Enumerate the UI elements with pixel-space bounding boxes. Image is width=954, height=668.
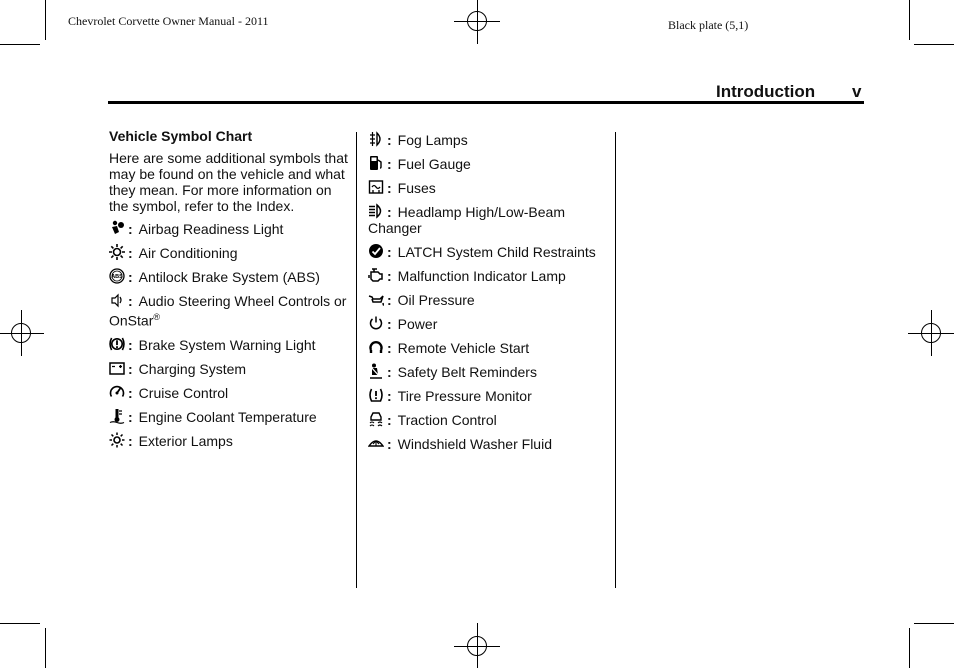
section-title: Introduction <box>716 82 816 101</box>
symbol-entry <box>368 435 608 452</box>
page-number: v <box>852 82 862 101</box>
tire-pressure-icon <box>368 387 384 403</box>
power-icon <box>368 315 384 331</box>
high-beam-icon <box>368 203 384 219</box>
symbol-separator: : <box>387 156 392 172</box>
registered-mark: ® <box>153 312 160 322</box>
symbol-entry <box>109 360 349 377</box>
plate-label: Black plate (5,1) <box>668 18 749 32</box>
symbol-column-1 <box>109 128 349 456</box>
crop-mark <box>45 0 46 40</box>
air-conditioning-icon <box>109 244 125 260</box>
symbol-entry <box>109 384 349 401</box>
symbol-separator: : <box>128 336 133 353</box>
symbol-separator: : <box>128 293 133 309</box>
registration-mark-bottom <box>462 631 492 661</box>
crop-mark <box>914 44 954 45</box>
symbol-separator: : <box>387 268 392 284</box>
symbol-column-2 <box>368 131 608 459</box>
crop-mark <box>914 623 954 624</box>
symbol-entry <box>368 363 608 380</box>
airbag-icon <box>109 220 125 236</box>
symbol-separator: : <box>128 245 133 261</box>
symbol-separator: : <box>387 388 392 404</box>
symbol-entry <box>368 339 608 356</box>
traction-control-icon <box>368 411 384 427</box>
symbol-separator: : <box>387 132 392 148</box>
symbol-label: Fuses <box>397 180 436 196</box>
symbol-entry <box>368 291 608 308</box>
fuse-icon <box>368 179 384 195</box>
symbol-entry <box>109 244 349 261</box>
crop-mark <box>0 623 40 624</box>
symbol-label: Windshield Washer Fluid <box>397 436 552 452</box>
symbol-entry <box>109 220 349 237</box>
symbol-label: Exterior Lamps <box>138 432 233 449</box>
svg-text:ABS: ABS <box>111 274 123 281</box>
symbol-separator: : <box>128 269 133 285</box>
fog-lamps-icon <box>368 131 384 147</box>
symbol-label: Fuel Gauge <box>397 156 471 172</box>
chart-intro: Here are some additional symbols that may be found on the vehicle and what they mean. For more information on the symbol, refer to the Index. <box>109 150 348 214</box>
chart-title: Vehicle Symbol Chart <box>109 128 253 144</box>
battery-icon <box>109 360 125 376</box>
symbol-label: Power <box>397 316 438 332</box>
symbol-label: Headlamp High/Low-Beam Changer <box>368 204 565 236</box>
column-divider <box>356 132 357 588</box>
symbol-entry <box>368 131 608 148</box>
oil-can-icon <box>368 291 384 307</box>
symbol-label: Oil Pressure <box>397 292 475 308</box>
registration-mark-left <box>6 318 36 348</box>
crop-mark <box>909 0 910 40</box>
crop-mark <box>45 628 46 668</box>
symbol-entry <box>368 243 608 260</box>
symbol-label: Tire Pressure Monitor <box>397 388 532 404</box>
audio-steering-icon <box>109 292 125 308</box>
registration-mark-right <box>916 318 946 348</box>
symbol-label: Airbag Readiness Light <box>138 221 284 237</box>
child-seat-icon <box>368 243 384 259</box>
symbol-label: Engine Coolant Temperature <box>138 408 317 425</box>
symbol-separator: : <box>387 244 392 260</box>
symbol-separator: : <box>387 340 392 356</box>
symbol-separator: : <box>128 221 133 237</box>
symbol-separator: : <box>387 364 392 380</box>
symbol-separator: : <box>387 316 392 332</box>
manual-title: Chevrolet Corvette Owner Manual - 2011 <box>68 14 269 28</box>
symbol-separator: : <box>128 384 133 401</box>
symbol-entry <box>368 179 608 196</box>
header-rule <box>108 101 864 104</box>
symbol-label: Charging System <box>138 360 247 377</box>
abs-icon <box>109 268 125 284</box>
symbol-label: Audio Steering Wheel Controls or OnStar <box>109 293 347 329</box>
symbol-label: Brake System Warning Light <box>138 336 316 353</box>
seatbelt-icon <box>368 363 384 379</box>
symbol-separator: : <box>128 432 133 449</box>
symbol-entry <box>109 336 349 353</box>
symbol-label: Malfunction Indicator Lamp <box>397 268 566 284</box>
symbol-entry <box>368 267 608 284</box>
washer-fluid-icon <box>368 435 384 451</box>
registration-mark-top <box>462 6 492 36</box>
symbol-separator: : <box>387 292 392 308</box>
symbol-label: Traction Control <box>397 412 497 428</box>
symbol-entry <box>109 292 349 329</box>
symbol-label: Cruise Control <box>138 384 229 401</box>
symbol-separator: : <box>387 412 392 428</box>
symbol-separator: : <box>128 408 133 425</box>
symbol-entry <box>368 155 608 172</box>
fuel-pump-icon <box>368 155 384 171</box>
symbol-separator: : <box>387 180 392 196</box>
exterior-lamps-icon <box>109 432 125 448</box>
symbol-label: Antilock Brake System (ABS) <box>138 269 320 285</box>
symbol-entry <box>109 408 349 425</box>
symbol-entry <box>368 315 608 332</box>
symbol-separator: : <box>387 436 392 452</box>
symbol-entry <box>368 203 608 236</box>
symbol-label: Remote Vehicle Start <box>397 340 530 356</box>
symbol-entry <box>368 387 608 404</box>
symbol-separator: : <box>128 360 133 377</box>
crop-mark <box>909 628 910 668</box>
symbol-separator: : <box>387 204 392 220</box>
remote-start-icon <box>368 339 384 355</box>
symbol-label: Air Conditioning <box>138 245 238 261</box>
cruise-control-icon <box>109 384 125 400</box>
column-divider <box>615 132 616 588</box>
symbol-label: Fog Lamps <box>397 132 468 148</box>
symbol-entry <box>368 411 608 428</box>
crop-mark <box>0 44 40 45</box>
engine-icon <box>368 267 384 283</box>
symbol-label: LATCH System Child Restraints <box>397 244 596 260</box>
symbol-entry <box>109 432 349 449</box>
symbol-label: Safety Belt Reminders <box>397 364 537 380</box>
brake-warning-icon <box>109 336 125 352</box>
coolant-temperature-icon <box>109 408 125 424</box>
symbol-entry <box>109 268 349 285</box>
